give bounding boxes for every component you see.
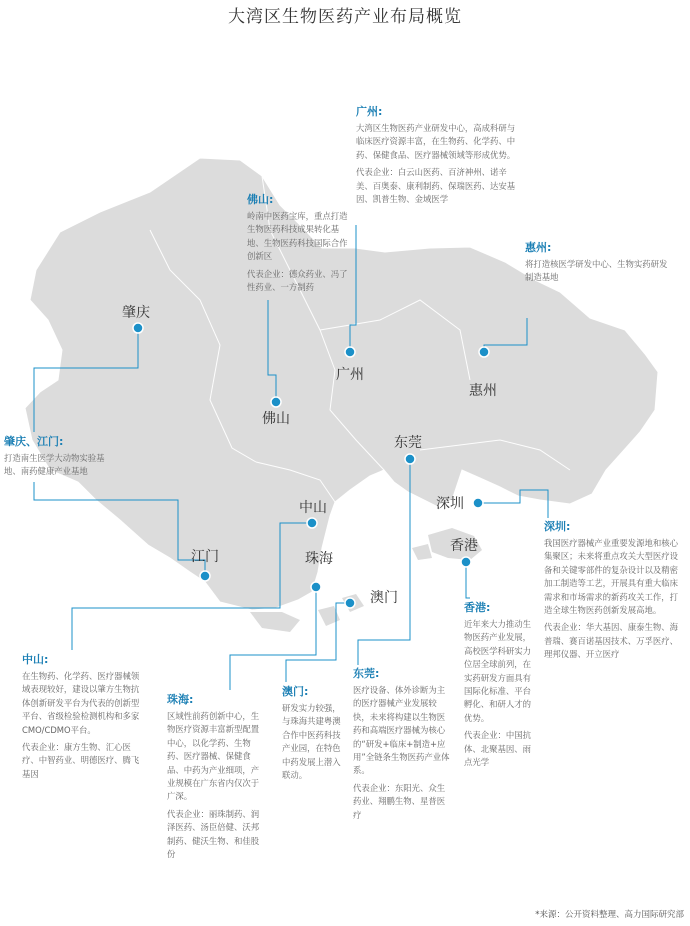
city-label-zhuhai: 珠海: [305, 551, 333, 567]
leader-macao: [286, 603, 350, 682]
panel-description: 大湾区生物医药产业研发中心，高成科研与临床医疗资源丰富，在生物药、化学药、中药、保健食品、医疗器械领域等形成优势。: [356, 123, 516, 160]
panel-heading: 中山:: [22, 653, 49, 666]
city-label-zhongshan: 中山: [299, 500, 327, 516]
marker-zhongshan: [307, 518, 317, 528]
zhuhai-islands: [318, 606, 340, 626]
panel-shenzhen: [544, 519, 684, 666]
city-label-jiangmen: 江门: [191, 549, 219, 565]
marker-zhaoqing: [133, 323, 143, 333]
panel-zhongshan: [22, 652, 140, 785]
panel-heading: 深圳:: [544, 520, 571, 533]
panel-description: 打造南生医学大动物实验基地、南药健康产业基地: [4, 453, 105, 477]
panel-companies: 代表企业：华大基因、康泰生物、海普瑞、赛百诺基因技术、万孚医疗、理邦仪器、开立医疗: [544, 622, 678, 660]
city-label-foshan: 佛山: [262, 411, 290, 427]
panel-heading: 东莞:: [353, 667, 380, 680]
city-label-huizhou: 惠州: [469, 383, 497, 399]
panel-heading: 佛山:: [247, 193, 274, 206]
city-label-guangzhou: 广州: [336, 367, 364, 383]
panel-description: 将打造核医学研发中心、生物实药研发制造基地: [525, 259, 668, 283]
panel-description: 近年来大力推动生物医药产业发展，高校医学科研实力位居全球前列，在实药研发方面具有国际化标准、平台孵化、和研人才的优势。: [464, 619, 531, 723]
panel-description: 医疗设备、体外诊断为主的医疗器械产业发展较快，未来将构建以生物医药和高端医疗器械为核心的“研发+临床+制造+应用”全链条生物医药产业体系。: [353, 685, 450, 776]
marker-foshan: [271, 397, 281, 407]
zhuhai-south: [250, 612, 300, 632]
city-label-hongkong: 香港: [450, 538, 478, 554]
marker-zhuhai: [311, 582, 321, 592]
panel-heading: 惠州:: [525, 241, 552, 254]
marker-shenzhen: [473, 498, 483, 508]
panel-description: 在生物药、化学药、医疗器械领域表现较好，建设以肇方生物抗体创新研发平台为代表的创新型平台、省级检验检测机构和多家CMO/CDMO平台。: [22, 671, 140, 735]
panel-heading: 珠海:: [167, 693, 194, 706]
panel-companies: 代表企业：丽珠制药、润泽医药、汤臣倍健、沃邦制药、健沃生物、和佳股份: [167, 808, 260, 860]
marker-guangzhou: [345, 347, 355, 357]
lantau-island: [412, 544, 432, 560]
panel-description: 我国医疗器械产业重要发源地和核心集聚区；未来将重点攻关大型医疗设备和关键零部件的复杂设计以及精密加工制造等工艺，开展具有重大临床需求和市场需求的新药攻关工作，打造全球生物医药创新发展高地。: [544, 538, 678, 616]
panel-guangzhou: [356, 104, 516, 210]
panel-companies: 代表企业：中国抗体、北聚基因、雨点光学: [464, 730, 531, 768]
panel-description: 岭南中医药宝库，重点打造生物医药科技成果转化基地、生物医药科技国际合作创新区: [247, 211, 348, 262]
panel-heading: 香港:: [464, 601, 491, 614]
panel-description: 研发实力较强，与珠海共建粤澳合作中医药科技产业园，在特色中药发展上潜入联动。: [282, 703, 341, 781]
panel-huizhou: [525, 240, 673, 289]
city-label-zhaoqing: 肇庆: [122, 305, 150, 321]
panel-hongkong: [464, 600, 538, 773]
panel-zhaoqing-jiangmen: [4, 434, 108, 483]
city-label-shenzhen: 深圳: [436, 496, 464, 512]
panel-companies: 代表企业：白云山医药、百济神州、诺辛美、百奥泰、康利制药、保瑞医药、达安基因、凯普生物、金域医学: [356, 167, 516, 205]
panel-heading: 澳门:: [282, 685, 309, 698]
marker-hongkong: [461, 557, 471, 567]
page-title: 大湾区生物医药产业布局概览: [228, 7, 462, 27]
source-note: *来源：公开资料整理、高力国际研究部: [535, 910, 684, 920]
panel-companies: 代表企业：东阳光、众生药业、翔鹏生物、星普医疗: [353, 782, 446, 820]
panel-companies: 代表企业：德众药业、冯了性药业、一方制药: [247, 268, 348, 293]
marker-jiangmen: [200, 571, 210, 581]
panel-heading: 肇庆、江门:: [4, 435, 64, 448]
city-label-dongguan: 东莞: [394, 435, 422, 451]
panel-dongguan: [353, 666, 453, 826]
panel-heading: 广州:: [356, 105, 383, 118]
panel-description: 区域性前药创新中心，生物医疗资源丰富新型配置中心，以化学药、生物药、医疗器械、保健食品、中药为产业细项，产业规模在广东省内仅次于广深。: [167, 711, 260, 802]
panel-zhuhai: [167, 692, 267, 865]
panel-companies: 代表企业：康方生物、汇心医疗、中智药业、明德医疗、腾飞基因: [22, 742, 140, 779]
leader-dongguan: [358, 459, 410, 665]
marker-macao: [345, 598, 355, 608]
marker-huizhou: [479, 347, 489, 357]
panel-macao: [282, 684, 344, 786]
marker-dongguan: [405, 454, 415, 464]
city-label-macao: 澳门: [370, 590, 398, 606]
panel-foshan: [247, 192, 351, 298]
